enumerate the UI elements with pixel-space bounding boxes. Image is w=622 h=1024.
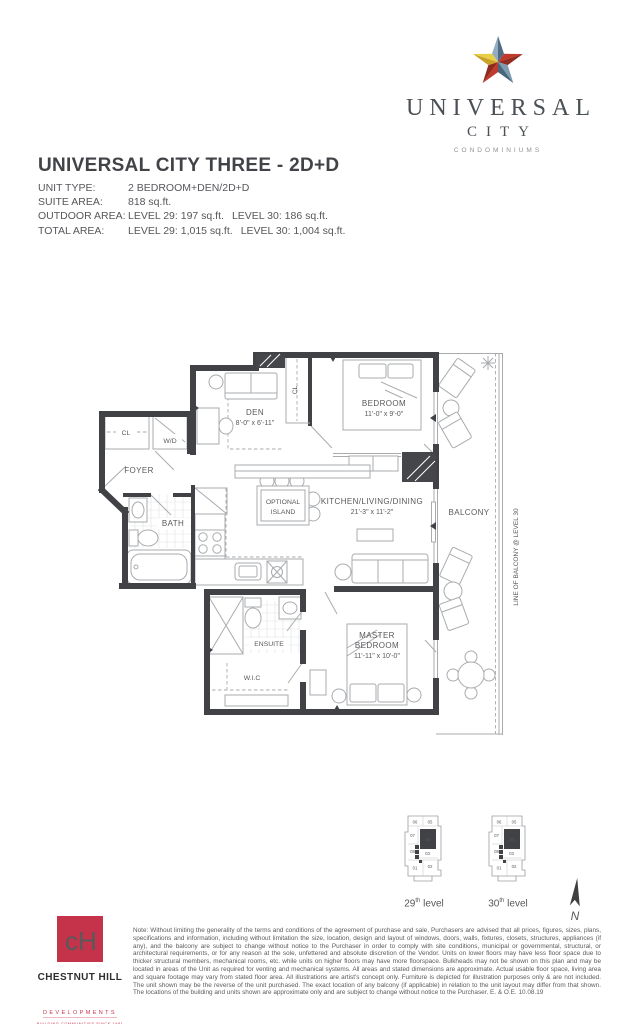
- unit-details: [38, 181, 345, 238]
- balcony-label: BALCONY: [448, 508, 490, 517]
- detail-value: 2 BEDROOM+DEN/2D+D: [128, 182, 250, 194]
- floor-plan: [85, 352, 533, 741]
- unit-03: 03: [425, 851, 430, 856]
- unit-06: 06: [496, 819, 502, 825]
- master-label-1: MASTER: [359, 631, 395, 640]
- detail-label: UNIT TYPE:: [38, 182, 96, 194]
- level-sup: th: [499, 898, 505, 904]
- wic-closet: [212, 663, 289, 706]
- unit-05: 05: [427, 819, 433, 825]
- foyer-label: FOYER: [124, 466, 154, 475]
- bedroom-dims: 11'-0" x 9'-0": [364, 411, 404, 418]
- detail-row-total-area: [38, 224, 345, 238]
- monogram-letters: cH: [65, 926, 97, 956]
- balcony-line-label: LINE OF BALCONY @ LEVEL 30: [513, 508, 520, 606]
- star-icon: [470, 33, 526, 91]
- chestnut-hill-monogram: [57, 916, 103, 962]
- unit-04-highlighted: 04: [425, 837, 431, 842]
- developer-name: CHESTNUT HILL: [37, 972, 123, 983]
- detail-value: LEVEL 29: 197 sq.ft.: [128, 210, 224, 223]
- detail-value: LEVEL 29: 1,015 sq.ft.: [128, 224, 233, 237]
- detail-row-outdoor-area: [38, 209, 345, 223]
- unit-06: 06: [412, 819, 418, 825]
- island-label-2: ISLAND: [270, 509, 296, 516]
- detail-row-unit-type: [38, 181, 345, 195]
- keyplan-level-30: [485, 813, 529, 890]
- universal-city-logo: [398, 33, 598, 154]
- legal-disclaimer: Note: Without limiting the generality of the terms and conditions of the agreement of purchase and sale, Purchasers are advised that all prices, figures, sizes, plans, specifications and information, including without limitation the size, location, design and layout of windows, doors, walls, fixtures, closets, structures, appliances (if any), and the balcony are subject to change without notice to the Purchaser in order to comply with site conditions, municipal or governmental, structural, or architectural requirements, or for any reason at the sole, unfettered and absolute discretion of the Vendor. Units on lower floors may have less floor space due to thicker structural members, mechanical rooms, etc. while units on higher floors may have more floorspace. Bulkheads may not be shown on this plan and may be located in areas of the Unit as required for venting and mechanical systems. All areas and stated dimensions are approximate. Actual usable floor space, living area and square footage may vary from stated floor area. All illustrations are artist's concept only. Furniture is depicted for illustration purposes only & are not included. The unit shown may be the reverse of the unit purchased. The exact location of any balcony (if applicable) in relation to the unit layout may differ from that shown. The locations of the building and units shown are approximate only and are subject to change without notice to the Purchaser. E. & O.E. 10.08.19: [133, 927, 601, 997]
- keyplan-label-30: [478, 898, 538, 909]
- level-word: level: [423, 898, 444, 910]
- bath-label: BATH: [161, 519, 185, 528]
- den-dims: 8'-0" x 6'-11": [235, 420, 275, 427]
- developer-tagline: BUILDING COMMUNITIES SINCE 1981: [36, 1022, 124, 1024]
- level-sup: th: [415, 898, 421, 904]
- unit-07: 07: [494, 833, 499, 838]
- unit-02: 02: [427, 864, 433, 869]
- unit-01: 01: [412, 865, 418, 871]
- unit-05: 05: [511, 819, 517, 825]
- logo-city: CITY: [467, 124, 538, 140]
- unit-02: 02: [511, 864, 517, 869]
- detail-label: OUTDOOR AREA:: [38, 210, 126, 223]
- detail-value2: LEVEL 30: 186 sq.ft.: [231, 210, 328, 223]
- detail-value: 818 sq.ft.: [128, 196, 172, 209]
- detail-value2: LEVEL 30: 1,004 sq.ft.: [240, 224, 346, 237]
- developer-logo: [36, 916, 124, 1024]
- ensuite-label: ENSUITE: [254, 641, 284, 648]
- developer-division: DEVELOPMENTS: [42, 1010, 118, 1016]
- level-num: 29: [404, 898, 416, 910]
- keyplan-level-29: [401, 813, 445, 890]
- unit-03: 03: [509, 851, 514, 856]
- washer-dryer-label: W/D: [163, 438, 177, 445]
- balcony-furniture: [438, 356, 495, 699]
- detail-row-suite-area: [38, 195, 345, 209]
- north-arrow: [563, 876, 589, 931]
- unit-07: 07: [410, 833, 415, 838]
- unit-08: 08: [494, 849, 499, 854]
- detail-label: SUITE AREA:: [38, 196, 103, 209]
- master-label-2: BEDROOM: [354, 641, 400, 650]
- keyplan-label-29: [394, 898, 454, 909]
- bedroom-label: BEDROOM: [361, 399, 407, 408]
- wic-label: W.I.C: [243, 675, 261, 682]
- level-word: level: [507, 898, 528, 910]
- unit-04-highlighted: 04: [509, 837, 515, 842]
- floor-plan-svg: [85, 352, 533, 736]
- unit-01: 01: [496, 865, 502, 871]
- plant-decor: [481, 356, 495, 370]
- kitchen-label: KITCHEN/LIVING/DINING: [320, 497, 424, 506]
- north-arrow-icon: [570, 878, 582, 907]
- level-num: 30: [488, 898, 500, 910]
- den-label: DEN: [245, 408, 265, 417]
- north-label: N: [570, 909, 580, 923]
- unit-08: 08: [410, 849, 415, 854]
- logo-tagline: CONDOMINIUMS: [453, 147, 543, 154]
- logo-name: UNIVERSAL: [406, 95, 596, 121]
- bedroom-closet-label: CL: [292, 385, 299, 395]
- den-furniture: [197, 373, 284, 449]
- kitchen-dims: 21'-3" x 11'-2": [350, 509, 394, 516]
- page-title: UNIVERSAL CITY THREE - 2D+D: [38, 155, 340, 176]
- closet-label: CL: [121, 430, 131, 437]
- detail-label: TOTAL AREA:: [38, 224, 105, 237]
- master-dims: 11'-11" x 10'-0": [354, 653, 400, 660]
- island-label-1: OPTIONAL: [265, 499, 301, 506]
